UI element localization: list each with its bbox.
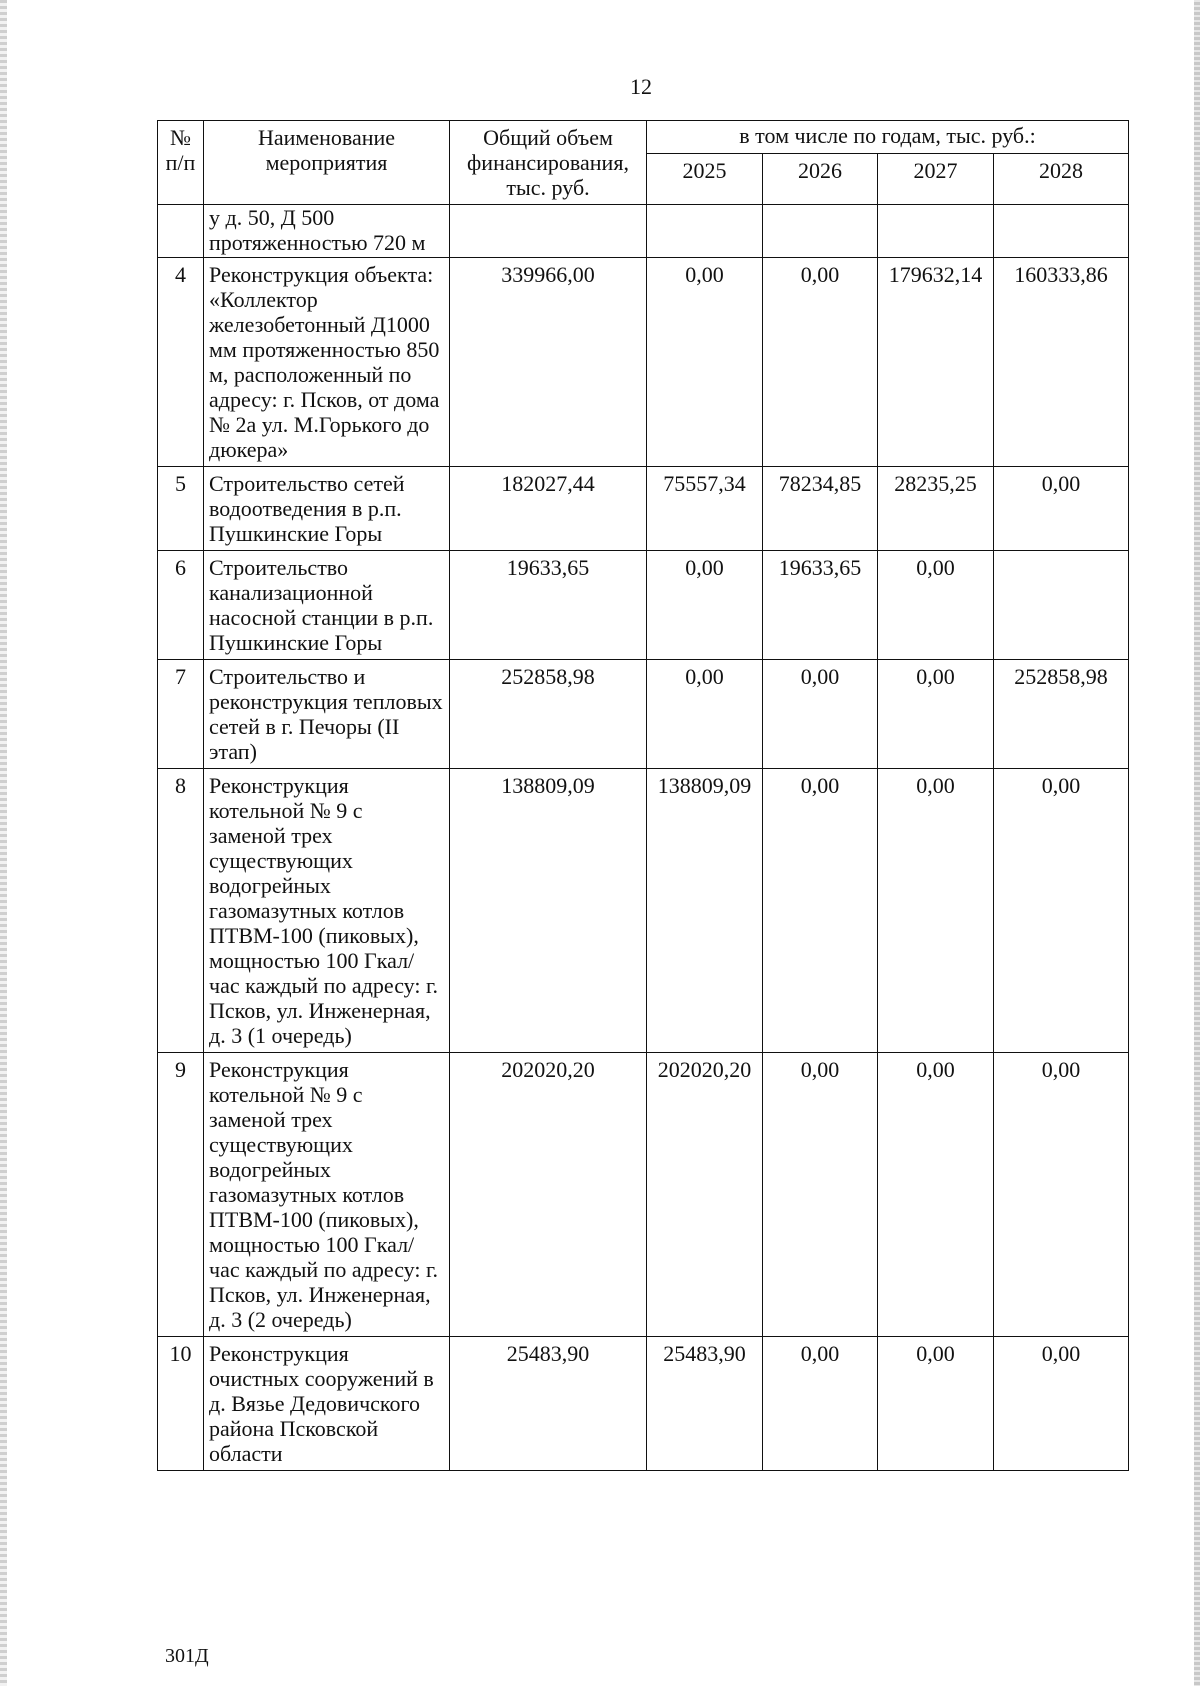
table-row: [158, 258, 1129, 467]
table-row: [158, 660, 1129, 769]
header-by-years: в том числе по годам, тыс. руб.:: [647, 121, 1129, 154]
row-name: Строительство и реконструкция тепловых сетей в г. Печоры (II этап): [204, 660, 450, 769]
row-total: 252858,98: [450, 660, 647, 769]
row-2028: 160333,86: [994, 258, 1129, 467]
row-2025: 202020,20: [647, 1053, 763, 1337]
row-2025: 25483,90: [647, 1337, 763, 1471]
row-num: 9: [158, 1053, 204, 1337]
row-2026: 0,00: [763, 769, 878, 1053]
row-total: 138809,09: [450, 769, 647, 1053]
row-2026: 78234,85: [763, 467, 878, 551]
row-num: 7: [158, 660, 204, 769]
row-2028: 0,00: [994, 769, 1129, 1053]
row-2027: 0,00: [878, 1053, 994, 1337]
row-2025: 0,00: [647, 551, 763, 660]
row-name: Реконструкция котельной № 9 с заменой трех существующих водогрейных газомазутных котлов ПТВМ-100 (пиковых), мощностью 100 Гкал/час каждый по адресу: г. Псков, ул. Инженерная, д. 3 (2 очередь): [204, 1053, 450, 1337]
header-year-2025: 2025: [647, 153, 763, 204]
header-year-2026: 2026: [763, 153, 878, 204]
row-2025: 138809,09: [647, 769, 763, 1053]
row-total: 25483,90: [450, 1337, 647, 1471]
row-total: 19633,65: [450, 551, 647, 660]
row-2027: 0,00: [878, 769, 994, 1053]
scan-edge-left: [0, 0, 7, 1686]
row-num: 10: [158, 1337, 204, 1471]
row-num: [158, 205, 204, 258]
row-2026: 0,00: [763, 1337, 878, 1471]
table-row: [158, 769, 1129, 1053]
header-total: Общий объем финансирования, тыс. руб.: [450, 121, 647, 205]
table-row: [158, 551, 1129, 660]
row-total: 202020,20: [450, 1053, 647, 1337]
row-2028: 0,00: [994, 1053, 1129, 1337]
row-2028: 0,00: [994, 467, 1129, 551]
header-name: Наименование мероприятия: [204, 121, 450, 205]
row-total: [450, 205, 647, 258]
row-2026: 0,00: [763, 258, 878, 467]
row-num: 4: [158, 258, 204, 467]
row-2027: 28235,25: [878, 467, 994, 551]
table-row: [158, 1337, 1129, 1471]
header-year-2028: 2028: [994, 153, 1129, 204]
row-2027: 0,00: [878, 1337, 994, 1471]
row-2026: 0,00: [763, 1053, 878, 1337]
table-row: [158, 1053, 1129, 1337]
row-name: Строительство сетей водоотведения в р.п. Пушкинские Горы: [204, 467, 450, 551]
row-name: Строительство канализационной насосной станции в р.п. Пушкинские Горы: [204, 551, 450, 660]
header-num: № п/п: [158, 121, 204, 205]
row-total: 339966,00: [450, 258, 647, 467]
row-2028: 0,00: [994, 1337, 1129, 1471]
row-2028: [994, 551, 1129, 660]
header-year-2027: 2027: [878, 153, 994, 204]
financing-table: [157, 120, 1129, 1471]
row-2027: 0,00: [878, 551, 994, 660]
row-num: 8: [158, 769, 204, 1053]
row-name: Реконструкция котельной № 9 с заменой трех существующих водогрейных газомазутных котлов ПТВМ-100 (пиковых), мощностью 100 Гкал/час каждый по адресу: г. Псков, ул. Инженерная, д. 3 (1 очередь): [204, 769, 450, 1053]
row-2025: 0,00: [647, 660, 763, 769]
header-row-top: [158, 121, 1129, 154]
row-2028: [994, 205, 1129, 258]
row-2027: 179632,14: [878, 258, 994, 467]
row-2027: 0,00: [878, 660, 994, 769]
page-number: 12: [630, 74, 652, 99]
row-name: у д. 50, Д 500 протяженностью 720 м: [204, 205, 450, 258]
row-name: Реконструкция объекта: «Коллектор железобетонный Д1000 мм протяженностью 850 м, расположенный по адресу: г. Псков, от дома № 2а ул. М.Горького до дюкера»: [204, 258, 450, 467]
row-num: 5: [158, 467, 204, 551]
table-row: [158, 467, 1129, 551]
row-num: 6: [158, 551, 204, 660]
row-total: 182027,44: [450, 467, 647, 551]
row-2025: [647, 205, 763, 258]
row-2026: 19633,65: [763, 551, 878, 660]
row-2028: 252858,98: [994, 660, 1129, 769]
row-2025: 75557,34: [647, 467, 763, 551]
table-row: [158, 205, 1129, 258]
row-2026: 0,00: [763, 660, 878, 769]
scan-edge-right: [1194, 0, 1200, 1686]
row-2027: [878, 205, 994, 258]
row-name: Реконструкция очистных сооружений в д. Вязье Дедовичского района Псковской области: [204, 1337, 450, 1471]
row-2026: [763, 205, 878, 258]
document-code: 301Д: [165, 1645, 209, 1667]
row-2025: 0,00: [647, 258, 763, 467]
